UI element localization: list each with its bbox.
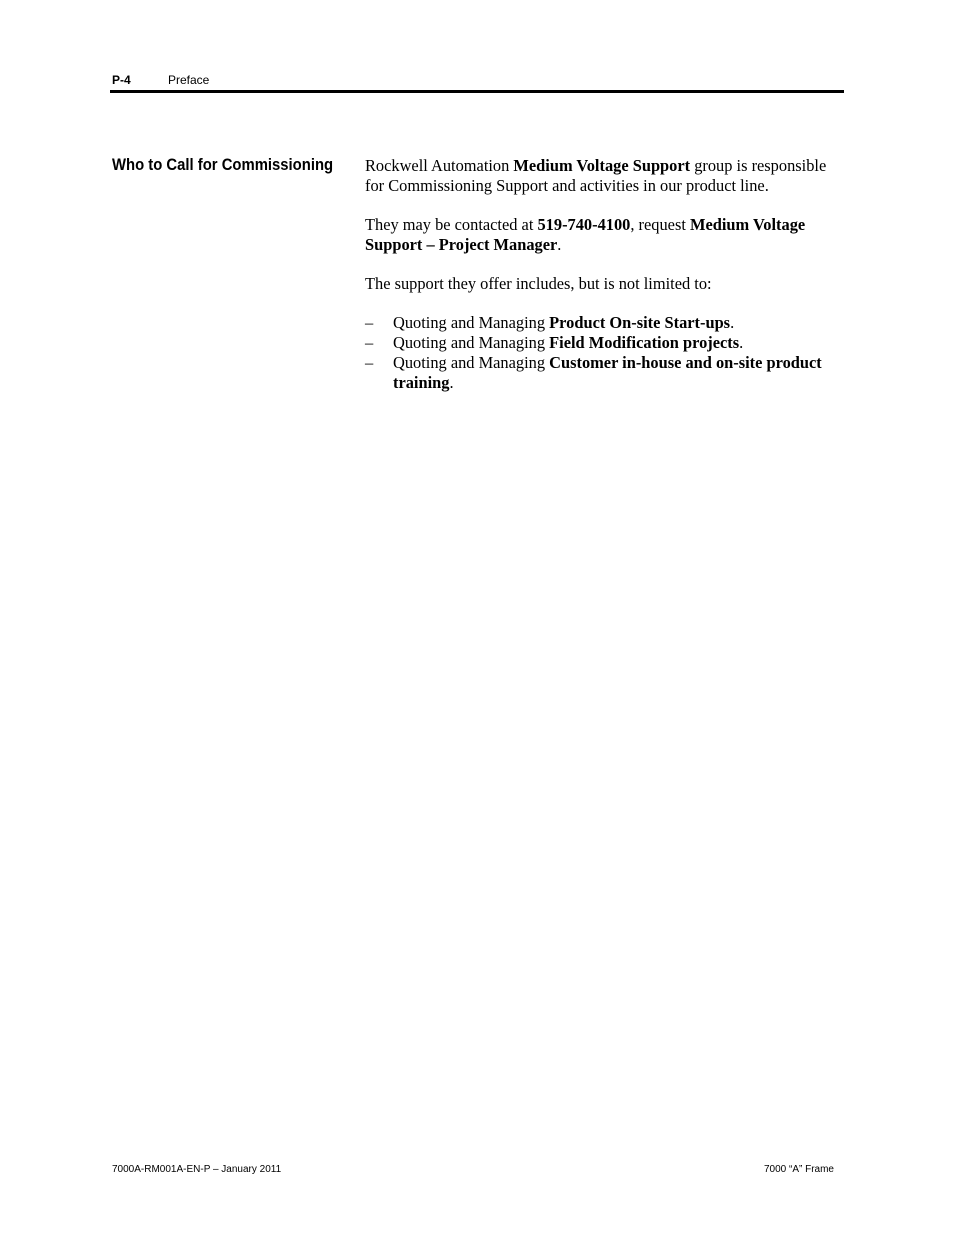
document-id: 7000A-RM001A-EN-P – January 2011 — [112, 1164, 282, 1175]
section-heading: Who to Call for Commissioning — [112, 156, 334, 174]
phone-number: 519-740-4100 — [537, 215, 631, 234]
body-text — [365, 156, 845, 393]
page-number: P-4 — [112, 73, 131, 87]
list-item: – Quoting and Managing Customer in-house and on-site product training. — [365, 353, 822, 392]
paragraph-support-intro: The support they offer includes, but is not limited to: — [365, 274, 712, 293]
product-name: 7000 “A” Frame — [763, 1164, 834, 1175]
support-list — [365, 313, 845, 393]
section-title: Preface — [168, 73, 210, 87]
paragraph-support-group: Rockwell Automation Medium Voltage Support group is responsible for Commissioning Support and activities in our product line. — [365, 156, 827, 195]
paragraph-contact: They may be contacted at 519-740-4100, request Medium Voltage Support – Project Manager. — [365, 215, 806, 254]
list-item: – Quoting and Managing Field Modification projects. — [365, 333, 744, 352]
list-item: – Quoting and Managing Product On-site Start-ups. — [365, 313, 735, 332]
header-rule — [110, 90, 844, 93]
